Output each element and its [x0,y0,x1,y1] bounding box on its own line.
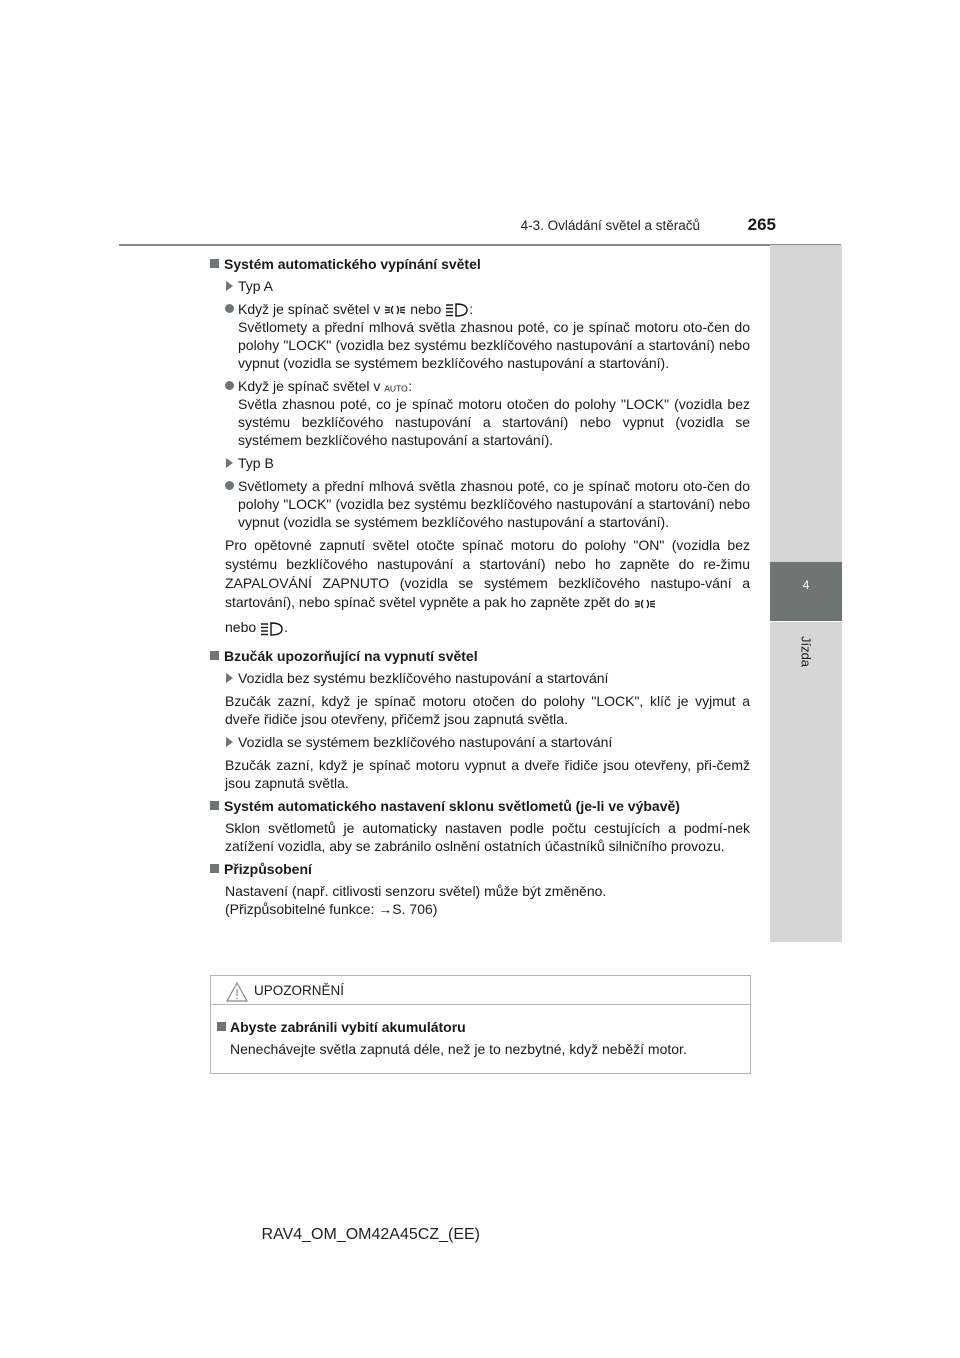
warning-triangle-icon [225,981,249,1003]
chapter-label-tab [770,622,842,682]
svg-text:AUTO: AUTO [384,383,409,393]
heading-leveling: Systém automatického nastavení sklonu světlometů (je-li ve výbavě) [210,797,750,815]
bullet-text: Světlomety a přední mlhová světla zhasnou poté, co je spínač motoru oto-čen do polohy "LOCK" (vozidla bez systému bezklíčového nastupování a startování) nebo vypnut (vozidla se systémem bezklíčového nastupování a startování). [238,319,750,372]
side-tab-bottom [770,682,842,942]
tail-light-icon [384,303,406,317]
paragraph-buzzer-1: Bzučák zazní, když je spínač motoru otočen do polohy "LOCK", klíč je vyjmut a dveře řidiče jsou otevřeny, přičemž jsou zapnutá světla. [225,693,750,728]
side-tab-top [770,245,842,562]
page-number: 265 [747,215,776,234]
subheading-type-a: Typ A [225,277,750,295]
auto-icon [384,383,408,393]
bullet-type-b: Světlomety a přední mlhová světla zhasnou poté, co je spínač motoru oto-čen do polohy "LOCK" (vozidla bez systému bezklíčového nastupování a startování) nebo vypnut (vozidla se systémem bezklíčového nastupování a startování). [225,477,750,531]
chapter-number-tab: 4 [770,562,842,621]
headlight-icon [445,302,469,318]
bullet-auto [225,377,750,449]
bullet-lead: Když je spínač světel v [238,301,381,317]
caution-box [210,975,751,1074]
headlight-icon [260,621,284,637]
heading-buzzer: Bzučák upozorňující na vypnutí světel [210,647,750,665]
subheading-no-smart: Vozidla bez systému bezklíčového nastupování a startování [225,669,750,687]
subheading-type-b: Typ B [225,454,750,472]
bullet-text: Světla zhasnou poté, co je spínač motoru otočen do polohy "LOCK" (vozidla bez systému bezklíčového nastupování a startování) nebo vypnut (vozidla se systémem bezklíčového nastupování a startování). [238,396,750,449]
caution-header [211,976,750,1005]
section-title: 4-3. Ovládání světel a stěračů [520,218,700,233]
footer-code: RAV4_OM_OM42A45CZ_(EE) [261,1226,480,1243]
paragraph-end: nebo [225,619,257,636]
tail-light-icon [634,597,656,611]
caution-text: Nenechávejte světla zapnutá déle, než je to nezbytné, když neběží motor. [230,1041,687,1057]
paragraph-text: Pro opětovné zapnutí světel otočte spínač motoru do polohy "ON" (vozidla bez systému bezklíčového nastupování a startování) nebo ho zapněte do re-žimu ZAPALOVÁNÍ ZAPNUTO (vozidla se systémem bezklíčového nastupo-vání a startování), nebo spínač světel vypněte a pak ho zapněte zpět do [225,537,750,611]
bullet-mid: nebo [410,301,442,317]
heading-customization: Přizpůsobení [210,860,750,878]
paragraph-custom-2: (Přizpůsobitelné funkce: →S. 706) [225,901,438,918]
paragraph-buzzer-2: Bzučák zazní, když je spínač motoru vypnut a dveře řidiče jsou otevřeny, při-čemž jsou zapnutá světla. [225,757,750,792]
bullet-colon: : [469,301,474,317]
paragraph-leveling: Sklon světlometů je automaticky nastaven podle počtu cestujících a podmí-nek zatížení vozidla, aby se zabránilo oslnění ostatních účastníků silničního provozu. [225,820,750,855]
content [210,255,750,923]
heading-auto-off: Systém automatického vypínání světel [210,255,750,273]
bullet-colon: : [408,378,413,395]
caution-body [211,1005,750,1058]
paragraph-custom-1: Nastavení (např. citlivosti senzoru světel) může být změněno. [225,883,607,900]
chapter-label: Jízda [798,635,814,668]
header-rule [119,244,841,246]
paragraph-reactivate [225,536,750,637]
bullet-tail-head [225,300,750,372]
caution-heading: Abyste zabránili vybití akumulátoru [217,1018,750,1036]
bullet-lead: Když je spínač světel v [238,378,381,395]
paragraph-period: . [284,619,288,636]
subheading-smart: Vozidla se systémem bezklíčového nastupování a startování [225,733,750,751]
caution-title: UPOZORNĚNÍ [254,983,345,998]
